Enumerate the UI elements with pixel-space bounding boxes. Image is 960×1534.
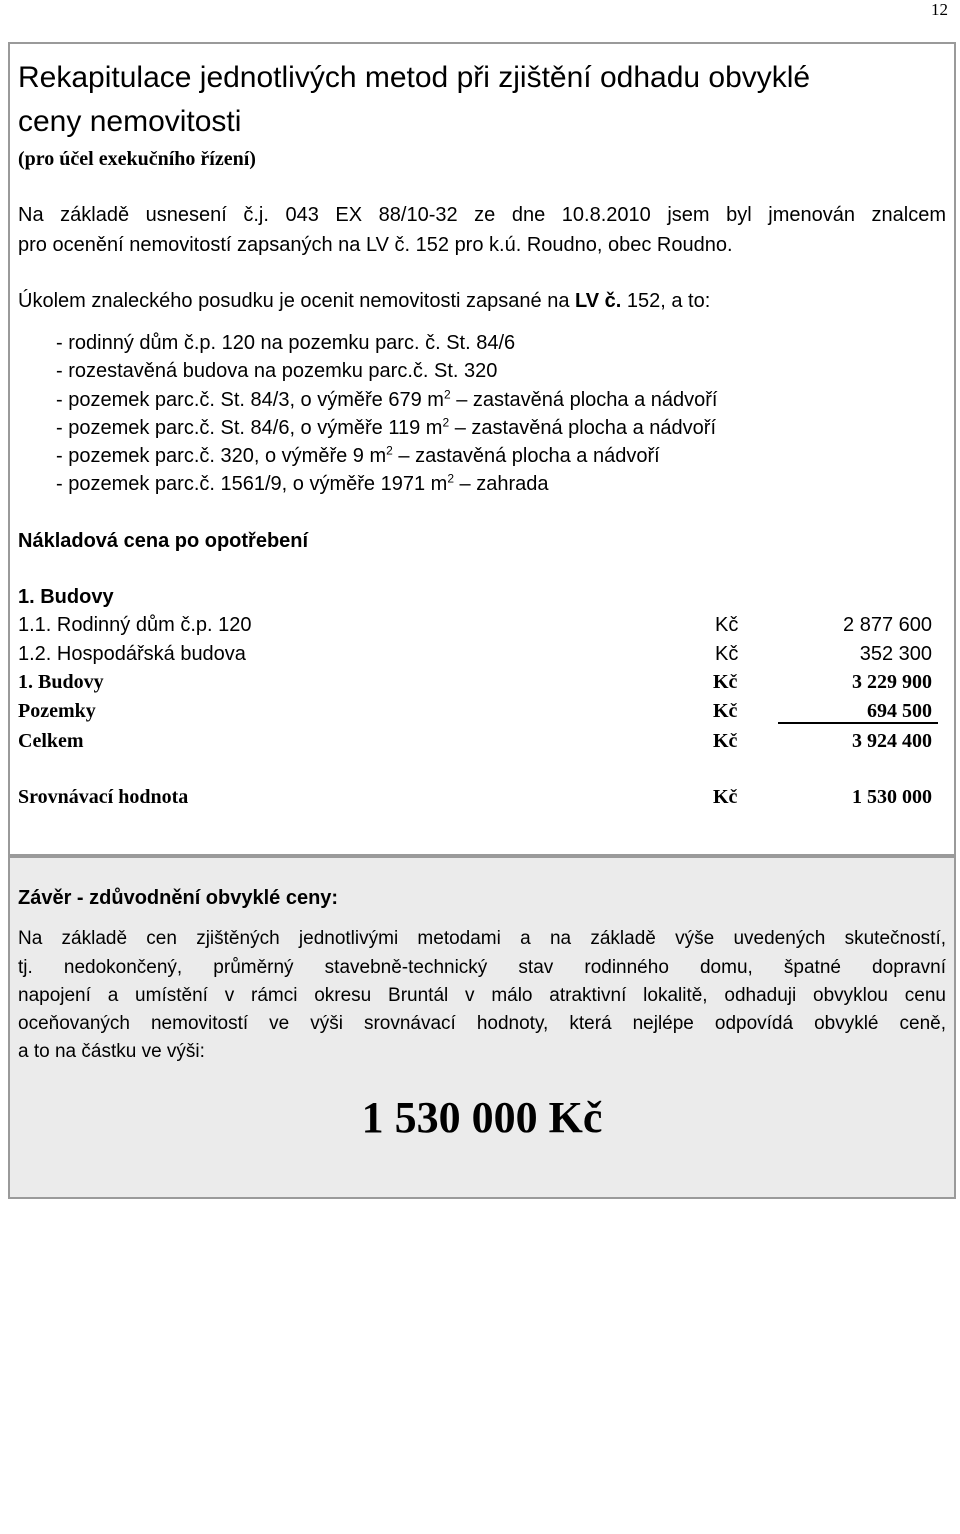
list-item: - rodinný dům č.p. 120 na pozemku parc. č. St. 84/6 — [56, 332, 516, 354]
conclusion-line: oceňovaných nemovitostí ve výši srovnávací hodnoty, která nejlépe odpovídá obvyklé ceně, — [18, 1013, 946, 1034]
subtitle: (pro účel exekučního řízení) — [18, 148, 256, 170]
row-label: Pozemky — [18, 700, 96, 722]
conclusion-line: Na základě cen zjištěných jednotlivými metodami a na základě výše uvedených skutečností, — [18, 928, 946, 949]
comparison-label: Srovnávací hodnota — [18, 786, 189, 808]
cost-heading: Nákladová cena po opotřebení — [18, 530, 309, 552]
row-currency: Kč — [715, 614, 739, 636]
comparison-value: 1 530 000 — [852, 786, 932, 808]
list-item: - pozemek parc.č. St. 84/3, o výměře 679 $m^2$ – zastavěná plocha a nádvoří — [56, 387, 718, 411]
row-label: 1.1. Rodinný dům č.p. 120 — [18, 614, 252, 636]
conclusion-line: a to na částku ve výši: — [18, 1041, 205, 1062]
task-lv: LV č. — [575, 290, 622, 312]
task-suffix: 152, a to: — [621, 290, 711, 312]
row-label: 1.2. Hospodářská budova — [18, 643, 246, 665]
intro-line-1: Na základě usnesení č.j. 043 EX 88/10-32 ze dne 10.8.2010 jsem byl jmenován znalcem — [18, 204, 946, 226]
list-item: - pozemek parc.č. 320, o výměře 9 $m^2$ – zastavěná plocha a nádvoří — [56, 443, 660, 467]
list-item: - pozemek parc.č. 1561/9, o výměře 1971 $m^2$ – zahrada — [56, 471, 549, 495]
row-value: 352 300 — [859, 643, 932, 665]
conclusion-line: tj. nedokončený, průměrný stavebně-technický stav rodinného domu, špatné dopravní — [18, 957, 946, 978]
final-value: 1 530 000 Kč — [361, 1093, 603, 1142]
task-line — [18, 290, 710, 313]
intro-line-2: pro ocenění nemovitostí zapsaných na LV č. 152 pro k.ú. Roudno, obec Roudno. — [18, 234, 733, 256]
task-prefix: Úkolem znaleckého posudku je ocenit nemovitosti zapsané na — [18, 290, 570, 312]
row-value: 2 877 600 — [843, 614, 932, 636]
conclusion-line: napojení a umístění v rámci okresu Bruntál v málo atraktivní lokalitě, odhaduji obvyklou cenu — [18, 985, 946, 1006]
row-value: 694 500 — [867, 700, 932, 722]
buildings-heading: 1. Budovy — [18, 586, 114, 608]
list-item: - pozemek parc.č. St. 84/6, o výměře 119 $m^2$ – zastavěná plocha a nádvoří — [56, 415, 717, 439]
comparison-currency: Kč — [713, 786, 738, 808]
page-number: 12 — [931, 0, 948, 19]
row-currency: Kč — [713, 671, 738, 693]
title-line-1: Rekapitulace jednotlivých metod při zjištění odhadu obvyklé — [18, 61, 811, 94]
row-value: 3 924 400 — [852, 730, 932, 752]
row-value: 3 229 900 — [852, 671, 932, 693]
conclusion-heading: Závěr - zdůvodnění obvyklé ceny: — [18, 887, 339, 909]
subtotal-underline — [778, 722, 938, 724]
row-label: Celkem — [18, 730, 84, 752]
row-currency: Kč — [713, 700, 738, 722]
title-line-2: ceny nemovitosti — [18, 105, 242, 138]
list-item: - rozestavěná budova na pozemku parc.č. St. 320 — [56, 360, 498, 382]
row-currency: Kč — [713, 730, 738, 752]
row-label: 1. Budovy — [18, 671, 104, 693]
row-currency: Kč — [715, 643, 739, 665]
